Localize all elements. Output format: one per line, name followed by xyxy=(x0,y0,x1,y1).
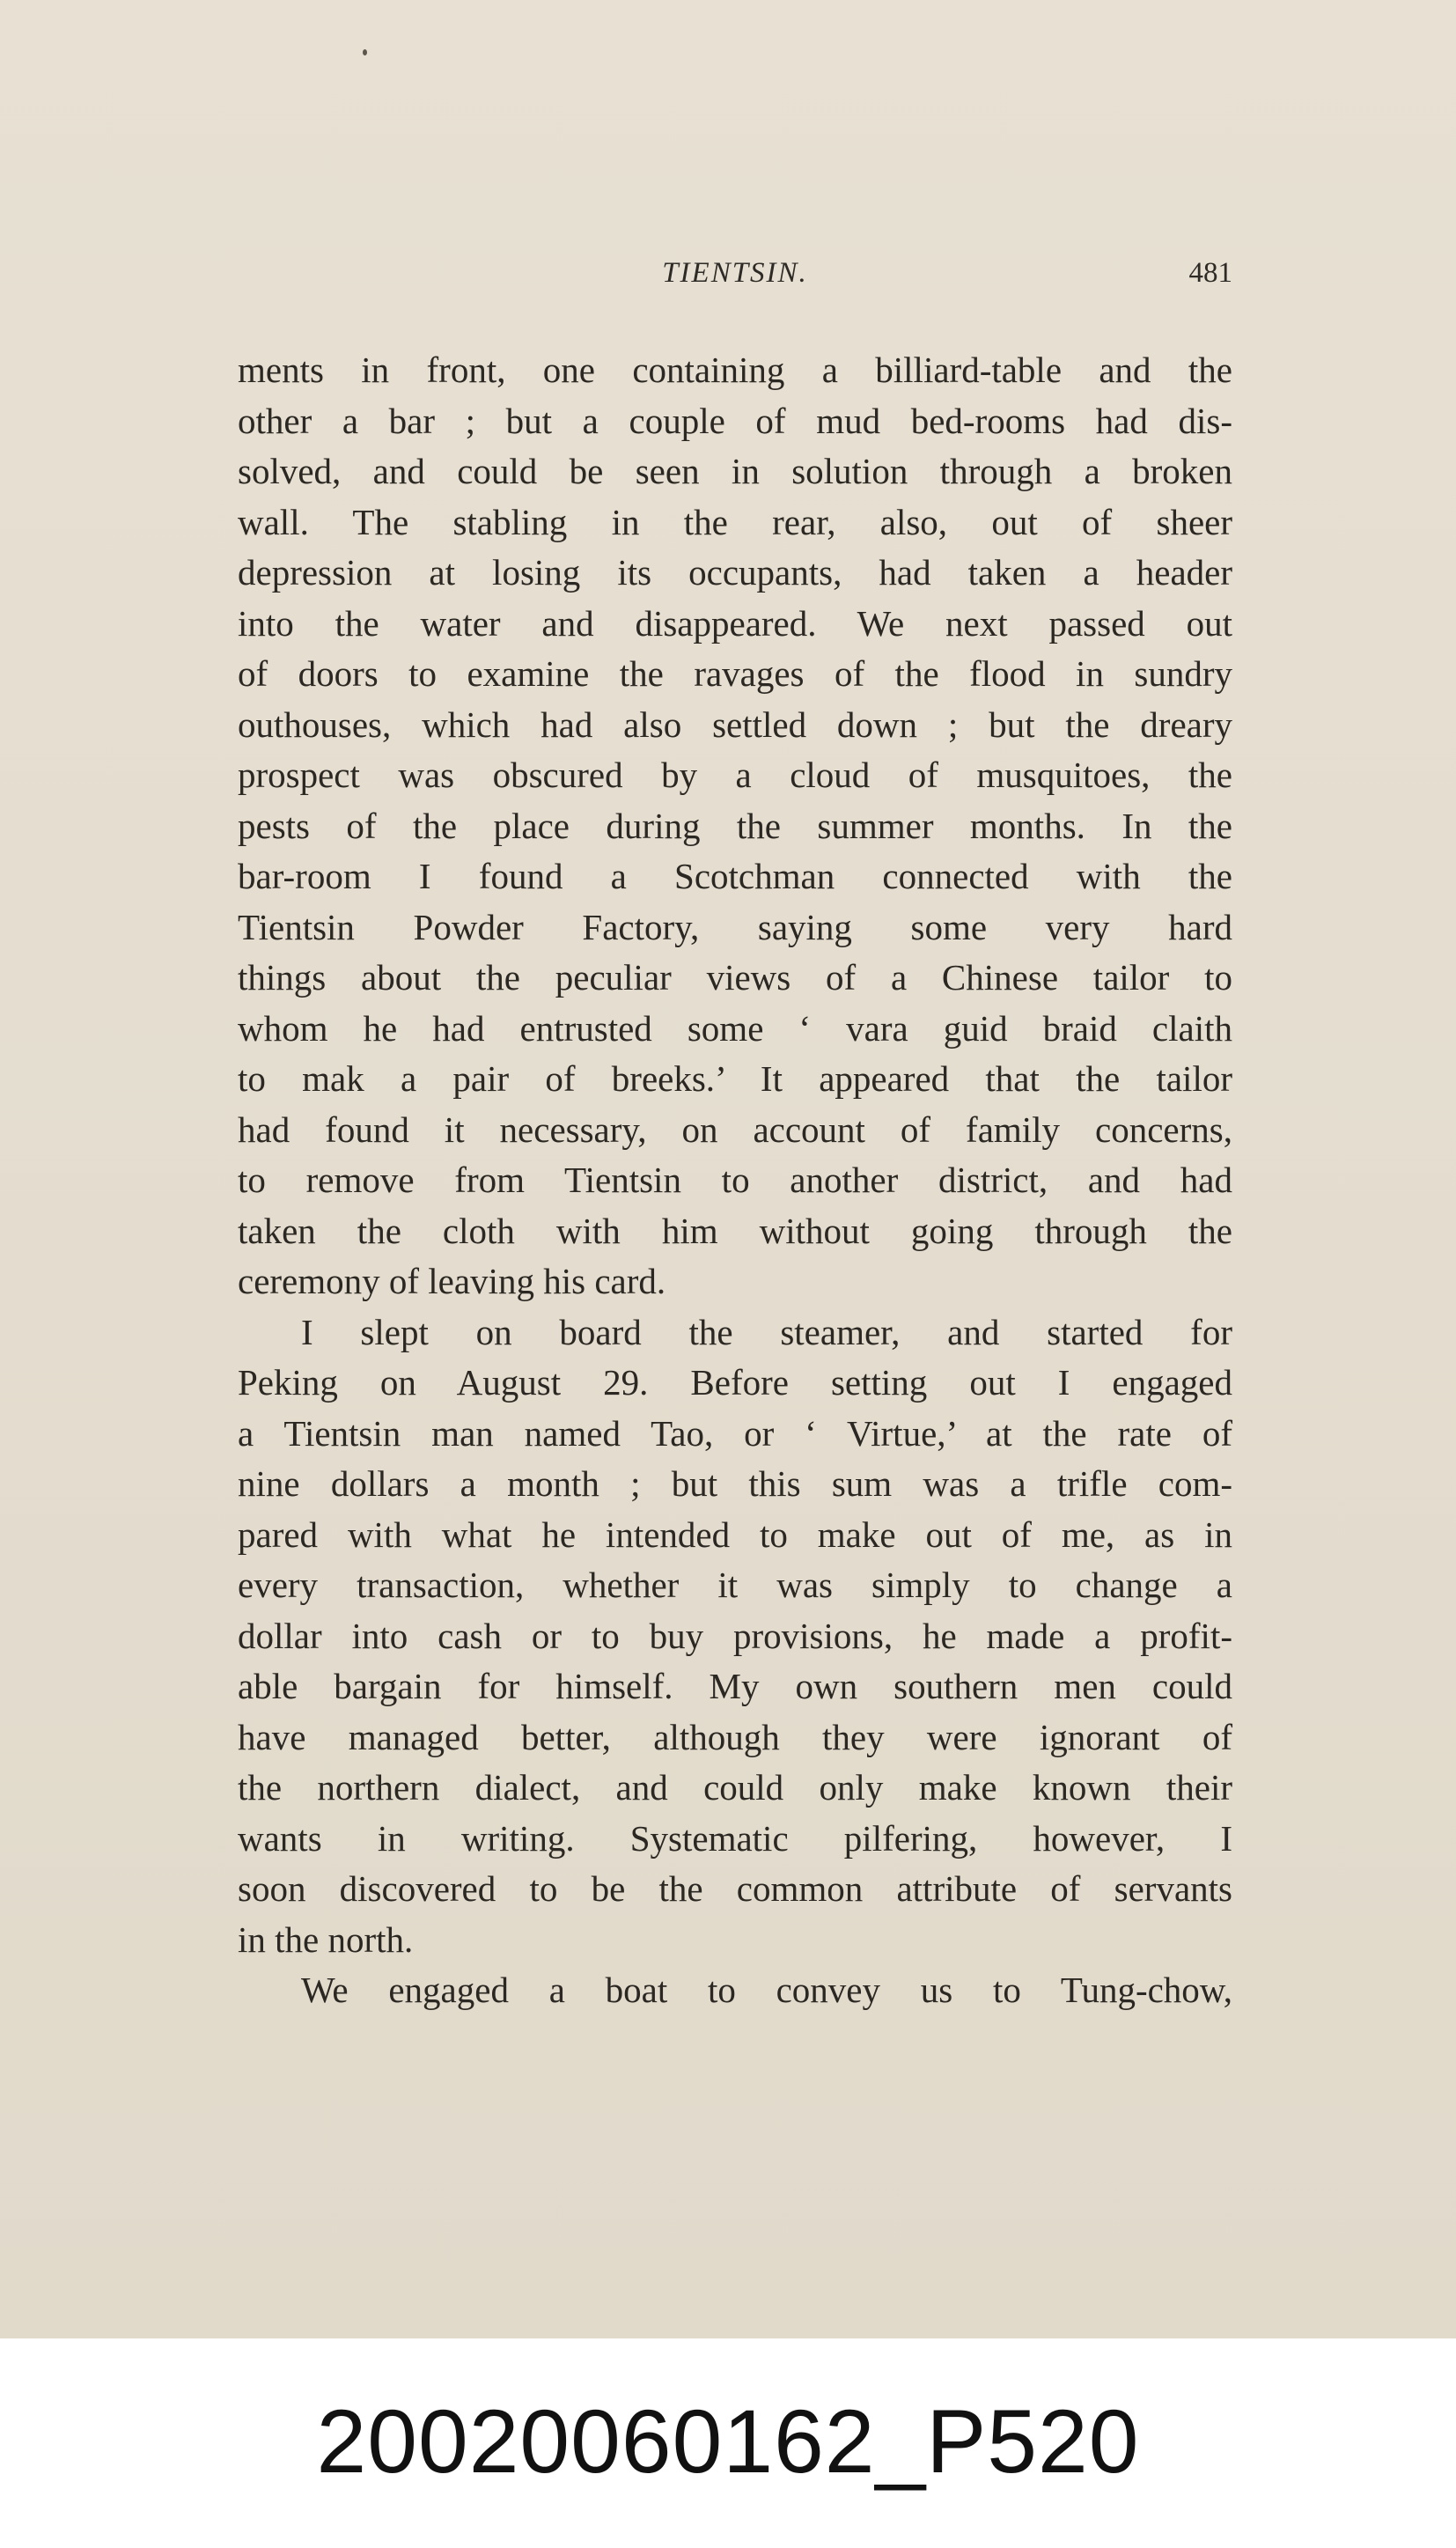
text-line: wall. The stabling in the rear, also, out of sheer xyxy=(238,501,1232,542)
text-line: had found it necessary, on account of family concerns, xyxy=(238,1108,1232,1150)
text-line: nine dollars a month ; but this sum was a trifle com- xyxy=(238,1463,1232,1504)
text-line: other a bar ; but a couple of mud bed-rooms had dis- xyxy=(238,400,1232,441)
text-line: soon discovered to be the common attribute of servants xyxy=(238,1868,1232,1909)
body-text xyxy=(238,345,1232,2016)
image-identifier: 20020060162_P520 xyxy=(316,2391,1140,2492)
text-line: bar-room I found a Scotchman connected with the xyxy=(238,856,1232,896)
text-line: every transaction, whether it was simply to change a xyxy=(238,1565,1232,1605)
running-title: TIENTSIN. xyxy=(662,257,808,289)
text-line: taken the cloth with him without going through the xyxy=(238,1210,1232,1251)
running-head xyxy=(238,257,1232,301)
text-line: a Tientsin man named Tao, or ‘ Virtue,’ at the rate of xyxy=(238,1412,1232,1454)
text-line: ments in front, one containing a billiard-table and the xyxy=(238,350,1232,390)
text-line: in the north. xyxy=(238,1918,414,1960)
text-line: I slept on board the steamer, and started for xyxy=(301,1311,1232,1352)
ink-speck xyxy=(363,49,367,55)
text-line: pests of the place during the summer months. In the xyxy=(238,805,1232,846)
text-line: depression at losing its occupants, had taken a header xyxy=(238,552,1232,593)
text-line: able bargain for himself. My own southern men could xyxy=(238,1666,1232,1706)
text-line: have managed better, although they were ignorant of xyxy=(238,1716,1232,1757)
text-line: to remove from Tientsin to another district, and had xyxy=(238,1160,1232,1200)
text-line: outhouses, which had also settled down ; but the dreary xyxy=(238,703,1232,745)
text-line: the northern dialect, and could only make known their xyxy=(238,1767,1232,1808)
text-line: solved, and could be seen in solution through a broken xyxy=(238,451,1232,491)
text-line: We engaged a boat to convey us to Tung-chow, xyxy=(301,1970,1232,2010)
text-line: ceremony of leaving his card. xyxy=(238,1261,666,1301)
text-line: of doors to examine the ravages of the flood in sundry xyxy=(238,653,1232,694)
text-line: into the water and disappeared. We next passed out xyxy=(238,602,1232,644)
text-line: whom he had entrusted some ‘ vara guid braid claith xyxy=(238,1007,1232,1049)
text-line: prospect was obscured by a cloud of musquitoes, the xyxy=(238,755,1232,795)
page-number: 481 xyxy=(1188,257,1232,289)
text-line: wants in writing. Systematic pilfering, however, I xyxy=(238,1817,1232,1859)
text-line: Tientsin Powder Factory, saying some very hard xyxy=(238,906,1232,947)
text-line: dollar into cash or to buy provisions, he made a profit- xyxy=(238,1615,1232,1656)
text-line: to mak a pair of breeks.’ It appeared that the tailor xyxy=(238,1058,1232,1099)
text-line: pared with what he intended to make out of me, as in xyxy=(238,1513,1232,1555)
text-line: Peking on August 29. Before setting out I engaged xyxy=(238,1362,1232,1403)
text-line: things about the peculiar views of a Chinese tailor to xyxy=(238,957,1232,998)
